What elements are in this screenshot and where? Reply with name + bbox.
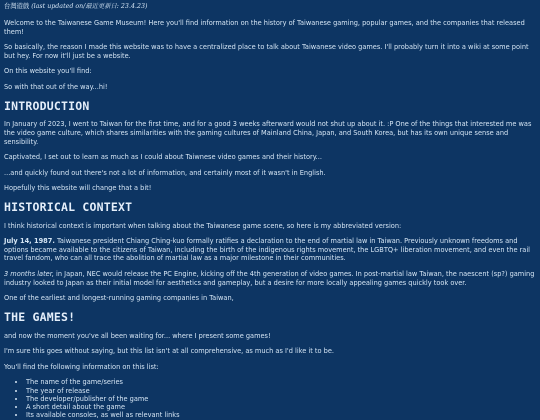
historical-context-heading: HISTORICAL CONTEXT xyxy=(4,199,133,214)
find-text: On this website you'll find: xyxy=(4,67,92,76)
list-item: • A short detail about the game xyxy=(26,403,536,411)
welcome-text: Welcome to the Taiwanese Game Museum! Here you'll find information on the history of Taiwanese gaming, popular games, and the companies that released them! xyxy=(4,19,525,36)
site-title: 台灣遊戲 xyxy=(4,3,30,10)
games-info-list xyxy=(4,378,536,419)
introduction-heading: INTRODUCTION xyxy=(4,98,90,113)
site-header xyxy=(4,3,536,11)
historical-paragraph-1: I think historical context is important when talking about the Taiwanese game scene, so here is my abbreviated version: xyxy=(4,221,402,230)
introduction-paragraph-1: In January of 2023, I went to Taiwan for the first time, and for a good 3 weeks afterward would not shut up about it. :P One of the things that interested me was the video game culture, which shares similarities with the gaming cultures of Mainland China, Japan, and South Korea, but has its own unique sense and sensibility. xyxy=(4,120,532,146)
historical-paragraph-3 xyxy=(4,270,536,287)
introduction-paragraph-4: Hopefully this website will change that a bit! xyxy=(4,184,152,193)
historical-paragraph-2-text: Taiwanese president Chiang Ching-kuo formally ratifies a declaration to the end of martial law in Taiwan. Previously unknown freedoms and options became available to the citizens of Taiwan, including the birth of the indigenous rights movement, the LGBTQ+ liberation movement, and even the rail travel fandom, who can all trace the abolition of martial law as a major milestone in their communities. xyxy=(4,237,531,263)
reason-text: So basically, the reason I made this website was to have a centralized place to talk about Taiwanese video games. I'll probably turn it into a wiki at some point but hey. For now it'll just be a website. xyxy=(4,43,529,60)
date-1987: July 14, 1987. xyxy=(4,237,55,246)
greeting-text: So with that out of the way...hi! xyxy=(4,82,108,91)
games-paragraph-1: and now the moment you've all been waiting for... where I present some games! xyxy=(4,331,271,340)
list-item: • The developer/publisher of the game xyxy=(26,395,536,403)
list-item: • Its available consoles, as well as relevant links xyxy=(26,411,536,419)
last-updated: (last updated on/最近更新日: 23.4.23) xyxy=(31,3,148,10)
historical-paragraph-4: One of the earliest and longest-running gaming companies in Taiwan, xyxy=(4,294,234,303)
games-paragraph-2: I'm sure this goes without saying, but this list isn't at all comprehensive, as much as I'd like it to be. xyxy=(4,347,334,356)
months-later: 3 months later, xyxy=(4,270,54,279)
games-paragraph-3: You'll find the following information on this list: xyxy=(4,362,159,371)
introduction-paragraph-3: ...and quickly found out there's not a lot of information, and certainly most of it wasn't in English. xyxy=(4,168,326,177)
historical-paragraph-3-text: in Japan, NEC would release the PC Engine, kicking off the 4th generation of video games. In post-martial law Taiwan, the naescent (sp?) gaming industry looked to Japan as their initial model for aesthetics and gameplay, but a desire for more locally appealing games quickly took over. xyxy=(4,270,535,287)
introduction-paragraph-2: Captivated, I set out to learn as much as I could about Taiwnese video games and their history... xyxy=(4,153,322,162)
the-games-heading: THE GAMES! xyxy=(4,309,76,324)
list-item: • The name of the game/series xyxy=(26,378,536,386)
list-item: • The year of release xyxy=(26,387,536,395)
historical-paragraph-2 xyxy=(4,237,536,263)
